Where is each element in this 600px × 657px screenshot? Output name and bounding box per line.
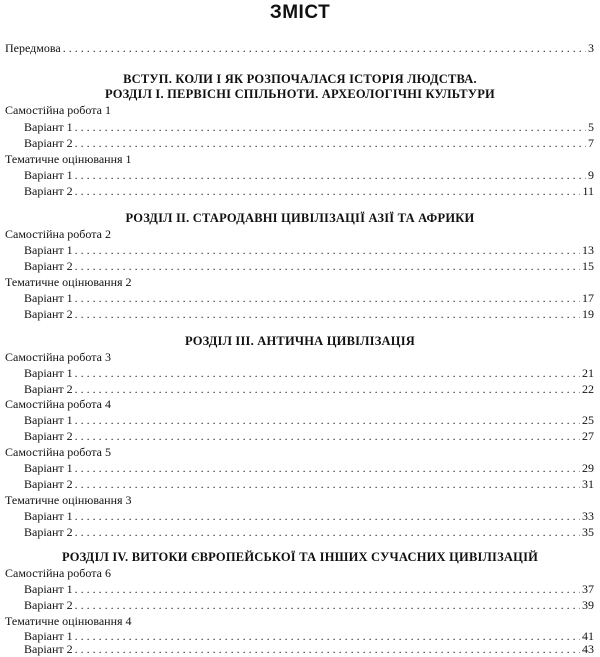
page-number: 5 — [588, 120, 594, 134]
dot-leader — [75, 120, 586, 135]
dot-leader — [75, 243, 580, 258]
page-number: 9 — [588, 168, 594, 182]
toc-entry[interactable] — [24, 413, 594, 428]
group-title: Тематичне оцінювання 4 — [5, 614, 132, 628]
dot-leader — [75, 366, 580, 381]
toc-entry[interactable] — [24, 307, 594, 322]
entry-label: Варіант 2 — [24, 429, 73, 443]
toc-entry-preface[interactable] — [5, 41, 594, 56]
entry-label: Варіант 2 — [24, 382, 73, 396]
entry-label: Варіант 2 — [24, 642, 73, 656]
toc-entry[interactable] — [24, 366, 594, 381]
toc-entry[interactable] — [24, 429, 594, 444]
dot-leader — [75, 525, 580, 540]
entry-label: Варіант 2 — [24, 598, 73, 612]
page-title: ЗМІСТ — [269, 2, 331, 23]
entry-label: Варіант 2 — [24, 307, 73, 321]
entry-label: Варіант 1 — [24, 413, 73, 427]
page-number: 19 — [582, 307, 594, 321]
dot-leader — [63, 41, 586, 56]
dot-leader — [75, 509, 580, 524]
entry-label: Варіант 1 — [24, 291, 73, 305]
page-number: 29 — [582, 461, 594, 475]
page-number: 27 — [582, 429, 594, 443]
toc-entry[interactable] — [24, 642, 594, 657]
page-number: 21 — [582, 366, 594, 380]
toc-entry[interactable] — [24, 184, 594, 199]
entry-label: Варіант 1 — [24, 461, 73, 475]
dot-leader — [75, 168, 586, 183]
toc-entry[interactable] — [24, 598, 594, 613]
entry-label: Варіант 1 — [24, 582, 73, 596]
entry-label: Передмова — [5, 41, 61, 55]
dot-leader — [75, 642, 580, 657]
group-title: Тематичне оцінювання 2 — [5, 275, 132, 289]
group-title: Самостійна робота 3 — [5, 350, 111, 364]
entry-label: Варіант 1 — [24, 629, 73, 643]
group-title: Тематичне оцінювання 3 — [5, 493, 132, 507]
dot-leader — [75, 582, 580, 597]
section-heading: РОЗДІЛ І. ПЕРВІСНІ СПІЛЬНОТИ. АРХЕОЛОГІЧНІ КУЛЬТУРИ — [105, 87, 495, 101]
page-number: 13 — [582, 243, 594, 257]
group-title: Самостійна робота 6 — [5, 566, 111, 580]
group-title: Самостійна робота 4 — [5, 397, 111, 411]
toc-entry[interactable] — [24, 168, 594, 183]
dot-leader — [75, 413, 580, 428]
group-title: Тематичне оцінювання 1 — [5, 152, 132, 166]
entry-label: Варіант 2 — [24, 477, 73, 491]
toc-entry[interactable] — [24, 259, 594, 274]
entry-label: Варіант 1 — [24, 243, 73, 257]
group-title: Самостійна робота 5 — [5, 445, 111, 459]
section-heading: РОЗДІЛ IV. ВИТОКИ ЄВРОПЕЙСЬКОЇ ТА ІНШИХ СУЧАСНИХ ЦИВІЛІЗАЦІЙ — [61, 550, 539, 564]
section-heading: РОЗДІЛ ІІІ. АНТИЧНА ЦИВІЛІЗАЦІЯ — [185, 334, 415, 348]
dot-leader — [75, 184, 581, 199]
group-title: Самостійна робота 2 — [5, 227, 111, 241]
toc-entry[interactable] — [24, 291, 594, 306]
dot-leader — [75, 461, 580, 476]
page-number: 41 — [582, 629, 594, 643]
toc-entry[interactable] — [24, 477, 594, 492]
toc-entry[interactable] — [24, 120, 594, 135]
toc-entry[interactable] — [24, 582, 594, 597]
page-number: 37 — [582, 582, 594, 596]
page-number: 39 — [582, 598, 594, 612]
page-number: 35 — [582, 525, 594, 539]
page-number: 22 — [582, 382, 594, 396]
toc-entry[interactable] — [24, 525, 594, 540]
entry-label: Варіант 1 — [24, 168, 73, 182]
entry-label: Варіант 2 — [24, 184, 73, 198]
toc-entry[interactable] — [24, 382, 594, 397]
toc-entry[interactable] — [24, 243, 594, 258]
page-number: 15 — [582, 259, 594, 273]
toc-entry[interactable] — [24, 461, 594, 476]
toc-entry[interactable] — [24, 136, 594, 151]
entry-label: Варіант 2 — [24, 525, 73, 539]
entry-label: Варіант 1 — [24, 366, 73, 380]
entry-label: Варіант 1 — [24, 509, 73, 523]
section-heading: РОЗДІЛ ІІ. СТАРОДАВНІ ЦИВІЛІЗАЦІЇ АЗІЇ ТА АФРИКИ — [125, 211, 475, 225]
page-number: 31 — [582, 477, 594, 491]
dot-leader — [75, 136, 586, 151]
dot-leader — [75, 429, 580, 444]
entry-label: Варіант 2 — [24, 259, 73, 273]
dot-leader — [75, 291, 580, 306]
page-number: 25 — [582, 413, 594, 427]
dot-leader — [75, 477, 580, 492]
dot-leader — [75, 307, 580, 322]
dot-leader — [75, 382, 580, 397]
page-number: 17 — [582, 291, 594, 305]
dot-leader — [75, 259, 580, 274]
entry-label: Варіант 1 — [24, 120, 73, 134]
intro-heading: ВСТУП. КОЛИ І ЯК РОЗПОЧАЛАСЯ ІСТОРІЯ ЛЮДСТВА. — [123, 72, 477, 86]
page-number: 7 — [588, 136, 594, 150]
page-number: 43 — [582, 642, 594, 656]
entry-label: Варіант 2 — [24, 136, 73, 150]
page-number: 3 — [588, 41, 594, 55]
page-number: 33 — [582, 509, 594, 523]
group-title: Самостійна робота 1 — [5, 103, 111, 117]
dot-leader — [75, 598, 580, 613]
toc-entry[interactable] — [24, 509, 594, 524]
page-number: 11 — [582, 184, 594, 198]
